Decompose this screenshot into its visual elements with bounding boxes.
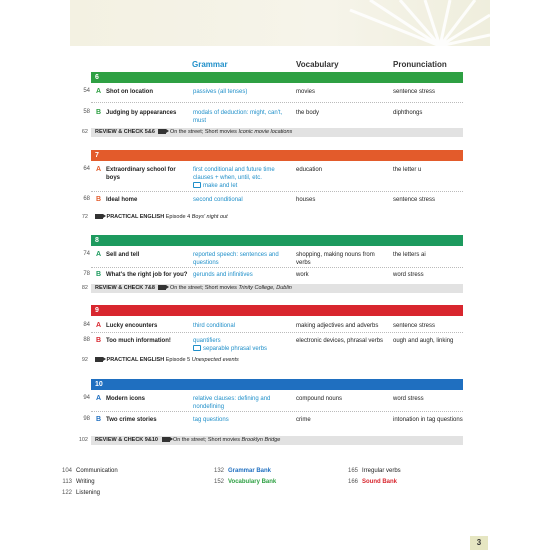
page-number: 82: [81, 285, 88, 291]
page-number: 64: [83, 166, 90, 172]
unit-bar-8: 8: [91, 235, 463, 246]
reference-item[interactable]: [206, 466, 276, 477]
page-number: 102: [78, 437, 88, 443]
grammar-cell: [193, 166, 288, 190]
video-camera-icon: [158, 285, 166, 290]
lesson-letter: B: [96, 109, 102, 116]
review-check-row[interactable]: [81, 284, 463, 293]
lesson-title: Ideal home: [106, 197, 138, 203]
reference-item[interactable]: [54, 466, 118, 477]
lesson-title: Modern icons: [106, 396, 146, 402]
page-number: 78: [83, 271, 90, 277]
header-banner: [70, 0, 490, 46]
review-text: On the street; Short movies: [173, 437, 240, 443]
reference-item[interactable]: [54, 477, 118, 488]
vocabulary-cell: compound nouns: [296, 396, 343, 402]
review-check-row[interactable]: [81, 128, 463, 137]
reference-column-1: [54, 466, 118, 499]
lesson-letter: B: [96, 271, 102, 278]
page-number: 84: [83, 322, 90, 328]
grammar-cell: tag questions: [193, 417, 229, 423]
pronunciation-cell: word stress: [393, 396, 424, 402]
page-number: 62: [81, 129, 88, 135]
pronunciation-cell: the letter u: [393, 167, 422, 173]
practical-episode: Episode 5: [165, 357, 191, 363]
lesson-title: What's the right job for you?: [106, 272, 188, 278]
grammar-text: first conditional and future time clauses + when, until, etc.: [193, 167, 275, 181]
page-number: 92: [81, 357, 88, 363]
lesson-letter: A: [96, 322, 102, 329]
page-number: 122: [61, 490, 72, 496]
practical-title: Unexpected events: [191, 357, 239, 363]
video-camera-icon: [95, 214, 103, 219]
divider: [91, 332, 463, 333]
review-label: REVIEW & CHECK 5&6: [95, 129, 155, 135]
reference-item[interactable]: [340, 477, 401, 488]
pronunciation-cell: ough and augh, linking: [393, 338, 454, 344]
page-number: 58: [83, 109, 90, 115]
page-number: 165: [347, 468, 358, 474]
grammar-cell: passives (all tenses): [193, 89, 248, 95]
pronunciation-cell: the letters ai: [393, 252, 426, 258]
reference-label: Communication: [76, 468, 118, 474]
vocabulary-cell: houses: [296, 197, 316, 203]
contents-page: [70, 0, 490, 560]
header-grammar: Grammar: [192, 60, 228, 69]
grammar-cell: second conditional: [193, 197, 243, 203]
page-number: 88: [83, 337, 90, 343]
grammar-video-text: make and let: [203, 183, 238, 189]
vocabulary-cell: crime: [296, 417, 311, 423]
grammar-video-text: separable phrasal verbs: [203, 346, 268, 352]
unit-bar-10: 10: [91, 379, 463, 390]
reference-column-3: [340, 466, 401, 488]
vocabulary-cell: work: [296, 272, 309, 278]
reference-label: Sound Bank: [362, 479, 398, 485]
review-check-row[interactable]: [78, 436, 463, 445]
lesson-title: Shot on location: [106, 89, 153, 95]
grammar-cell: relative clauses: defining and nondefining: [193, 396, 271, 410]
reference-item[interactable]: [340, 466, 401, 477]
lesson-title: Too much information!: [106, 338, 171, 344]
page-number: 72: [81, 214, 88, 220]
grammar-cell: reported speech: sentences and questions: [193, 252, 279, 266]
lesson-letter: B: [96, 416, 102, 423]
page-number: 152: [213, 479, 224, 485]
header-vocabulary: Vocabulary: [296, 60, 339, 69]
lesson-title: Judging by appearances: [106, 110, 177, 116]
pronunciation-cell: diphthongs: [393, 110, 423, 116]
review-video-title: Iconic movie locations: [238, 129, 293, 135]
review-text: On the street; Short movies: [169, 129, 237, 135]
grammar-text: quantifiers: [193, 338, 221, 344]
reference-item[interactable]: [206, 477, 276, 488]
practical-label: PRACTICAL ENGLISH: [106, 214, 165, 220]
page-number: 94: [83, 395, 90, 401]
page-number: 68: [83, 196, 90, 202]
review-label: REVIEW & CHECK 7&8: [95, 285, 155, 291]
practical-title: Boys' night out: [191, 214, 228, 220]
pronunciation-cell: sentence stress: [393, 197, 436, 203]
lesson-letter: B: [96, 337, 102, 344]
vocabulary-cell: shopping, making nouns from verbs: [296, 252, 375, 266]
pronunciation-cell: intonation in tag questions: [393, 417, 463, 423]
grammar-cell: third conditional: [193, 323, 236, 329]
review-video-title: Brooklyn Bridge: [241, 437, 281, 443]
video-camera-icon: [162, 437, 170, 442]
lesson-letter: A: [96, 395, 102, 402]
vocabulary-cell: the body: [296, 110, 320, 116]
unit-bar-6: 6: [91, 72, 463, 83]
vocabulary-cell: electronic devices, phrasal verbs: [296, 338, 384, 344]
unit-bar-7: 7: [91, 150, 463, 161]
page-number: 74: [83, 251, 90, 257]
divider: [91, 411, 463, 412]
divider: [91, 267, 463, 268]
pronunciation-cell: word stress: [393, 272, 424, 278]
lesson-letter: A: [96, 251, 102, 258]
reference-label: Vocabulary Bank: [228, 479, 277, 485]
reference-label: Writing: [76, 479, 95, 485]
vocabulary-cell: education: [296, 167, 323, 173]
page-number: 132: [213, 468, 224, 474]
reference-label: Irregular verbs: [362, 468, 401, 474]
page-number: 54: [83, 88, 90, 94]
unit-bar-9: 9: [91, 305, 463, 316]
video-icon: [193, 182, 201, 188]
sunburst-graphic: [330, 0, 490, 46]
lesson-title: Extraordinary school for boys: [106, 167, 176, 181]
page-number: 98: [83, 416, 90, 422]
grammar-cell: gerunds and infinitives: [193, 272, 253, 278]
practical-english-row[interactable]: [81, 213, 463, 222]
lesson-title: Lucky encounters: [106, 323, 158, 329]
video-camera-icon: [95, 357, 103, 362]
divider: [91, 102, 463, 103]
reference-column-2: [206, 466, 276, 488]
divider: [91, 191, 463, 192]
practical-label: PRACTICAL ENGLISH: [106, 357, 165, 363]
reference-item[interactable]: [54, 488, 118, 499]
vocabulary-cell: making adjectives and adverbs: [296, 323, 379, 329]
pronunciation-cell: sentence stress: [393, 89, 436, 95]
lesson-title: Two crime stories: [106, 417, 157, 423]
review-video-title: Trinity College, Dublin: [238, 285, 292, 291]
vocabulary-cell: movies: [296, 89, 316, 95]
page-number: 113: [62, 479, 72, 485]
pronunciation-cell: sentence stress: [393, 323, 436, 329]
practical-english-row[interactable]: [81, 356, 463, 365]
grammar-cell: [193, 337, 288, 353]
lesson-letter: A: [96, 166, 102, 173]
lesson-title: Sell and tell: [106, 252, 140, 258]
lesson-letter: A: [96, 88, 102, 95]
grammar-cell: modals of deduction: might, can't, must: [193, 110, 283, 124]
page-number-badge: 3: [470, 536, 488, 550]
header-pronunciation: Pronunciation: [393, 60, 447, 69]
review-text: On the street; Short movies: [169, 285, 237, 291]
lesson-letter: B: [96, 196, 102, 203]
page-number: 166: [347, 479, 358, 485]
practical-episode: Episode 4: [165, 214, 191, 220]
video-camera-icon: [158, 129, 166, 134]
reference-label: Listening: [76, 490, 101, 496]
page-number: 104: [61, 468, 72, 474]
review-label: REVIEW & CHECK 9&10: [95, 437, 158, 443]
reference-label: Grammar Bank: [228, 468, 272, 474]
video-icon: [193, 345, 201, 351]
